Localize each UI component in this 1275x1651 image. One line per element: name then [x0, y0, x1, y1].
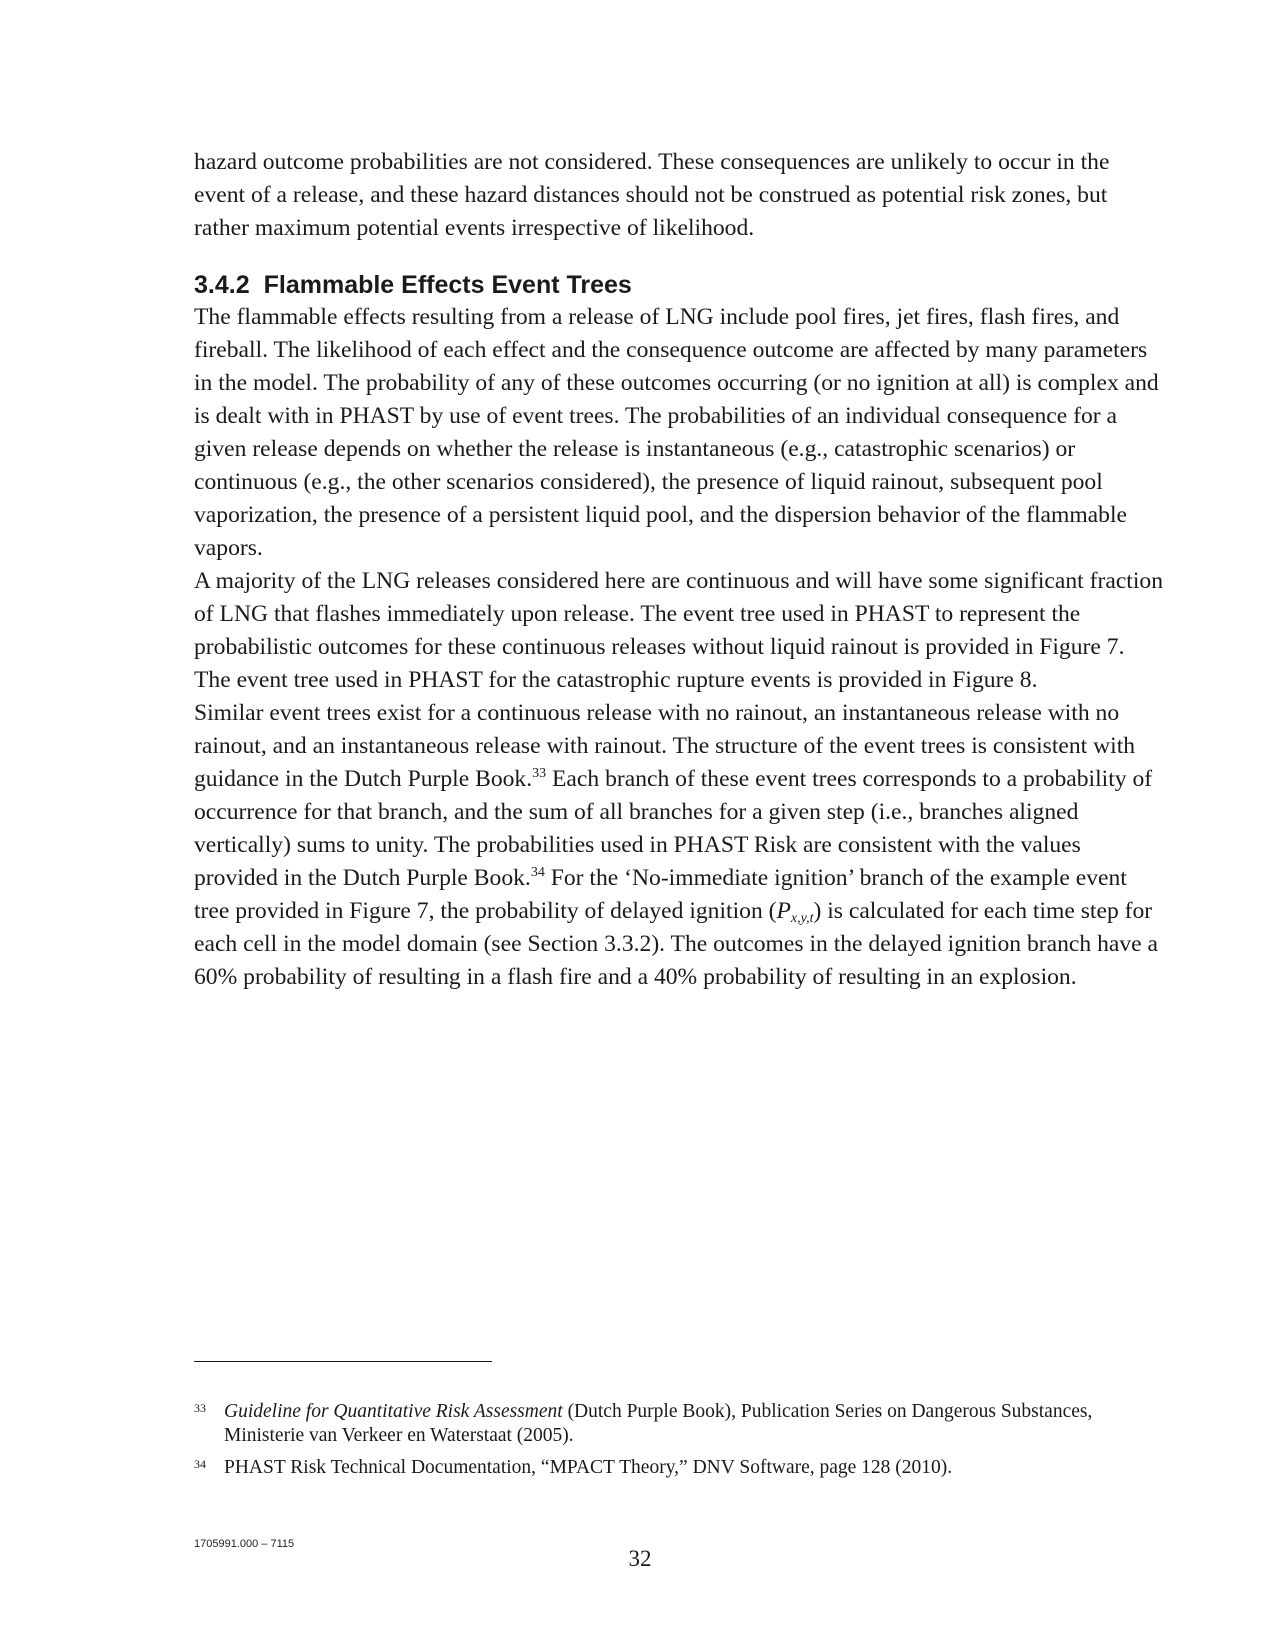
- section-number: 3.4.2: [194, 271, 250, 299]
- section-heading: [194, 269, 1166, 301]
- paragraph-3-part-c: For the ‘No-immediate ignition’ branch of the example event tree provided in Figure 7, the probability of delayed ignition (: [194, 865, 1127, 924]
- footnotes: [194, 1400, 1166, 1488]
- footnote-text: [224, 1400, 1166, 1448]
- probability-symbol-subscript: x,y,t: [790, 911, 814, 926]
- footnote-ref-34[interactable]: 34: [530, 865, 545, 880]
- footnote-mark: 34: [194, 1457, 206, 1471]
- footnote-rest: PHAST Risk Technical Documentation, “MPACT Theory,” DNV Software, page 128 (2010).: [224, 1457, 953, 1478]
- paragraph-3-part-a: Similar event trees exist for a continuous release with no rainout, an instantaneous release with no rainout, and an instantaneous release with rainout. The structure of the event trees is consistent with guidance in the Dutch Purple Book.: [194, 700, 1136, 792]
- section-title: Flammable Effects Event Trees: [263, 271, 632, 299]
- document-id: 1705991.000 – 7115: [194, 1538, 295, 1550]
- probability-symbol-letter: P: [776, 898, 791, 924]
- intro-paragraph: hazard outcome probabilities are not considered. These consequences are unlikely to occur in the event of a release, and these hazard distances should not be construed as potential risk zones, but rather maximum potential events irrespective of likelihood.: [194, 149, 1110, 241]
- paragraph-3-part-b: Each branch of these event trees corresponds to a probability of occurrence for that branch, and the sum of all branches for a given step (i.e., branches aligned vertically) sums to unity. The probabilities used in PHAST Risk are consistent with the values provided in the Dutch Purple Book.: [194, 766, 1153, 891]
- footnote-rest: (Dutch Purple Book), Publication Series on Dangerous Substances, Ministerie van Verkeer en Waterstaat (2005).: [224, 1401, 1093, 1446]
- paragraph-3-part-d: ) is calculated for each time step for each cell in the model domain (see Section 3.3.2). The outcomes in the delayed ignition branch have a 60% probability of resulting in a flash fire and a 40% probability of resulting in an explosion.: [194, 898, 1158, 990]
- paragraph-3: [194, 697, 1166, 994]
- main-content: [194, 146, 1166, 994]
- footnote-separator: [194, 1361, 492, 1362]
- footnote-33: [194, 1400, 1166, 1448]
- paragraph-2: A majority of the LNG releases considered here are continuous and will have some significant fraction of LNG that flashes immediately upon release. The event tree used in PHAST to represent the probabilistic outcomes for these continuous releases without liquid rainout is provided in Figure 7. The event tree used in PHAST for the catastrophic rupture events is provided in Figure 8.: [194, 568, 1163, 693]
- footnote-italic-title: Guideline for Quantitative Risk Assessment: [224, 1401, 563, 1422]
- page-number: 32: [628, 1546, 652, 1571]
- footnote-34: [194, 1456, 1166, 1480]
- paragraph-1: The flammable effects resulting from a release of LNG include pool fires, jet fires, flash fires, and fireball. The likelihood of each effect and the consequence outcome are affected by many parameters in the model. The probability of any of these outcomes occurring (or no ignition at all) is complex and is dealt with in PHAST by use of event trees. The probabilities of an individual consequence for a given release depends on whether the release is instantaneous (e.g., catastrophic scenarios) or continuous (e.g., the other scenarios considered), the presence of liquid rainout, subsequent pool vaporization, the presence of a persistent liquid pool, and the dispersion behavior of the flammable vapors.: [194, 304, 1159, 561]
- footnote-text: [224, 1456, 1166, 1480]
- footnote-mark: 33: [194, 1401, 206, 1415]
- probability-symbol: [777, 898, 814, 924]
- footnote-ref-33[interactable]: 33: [532, 766, 547, 781]
